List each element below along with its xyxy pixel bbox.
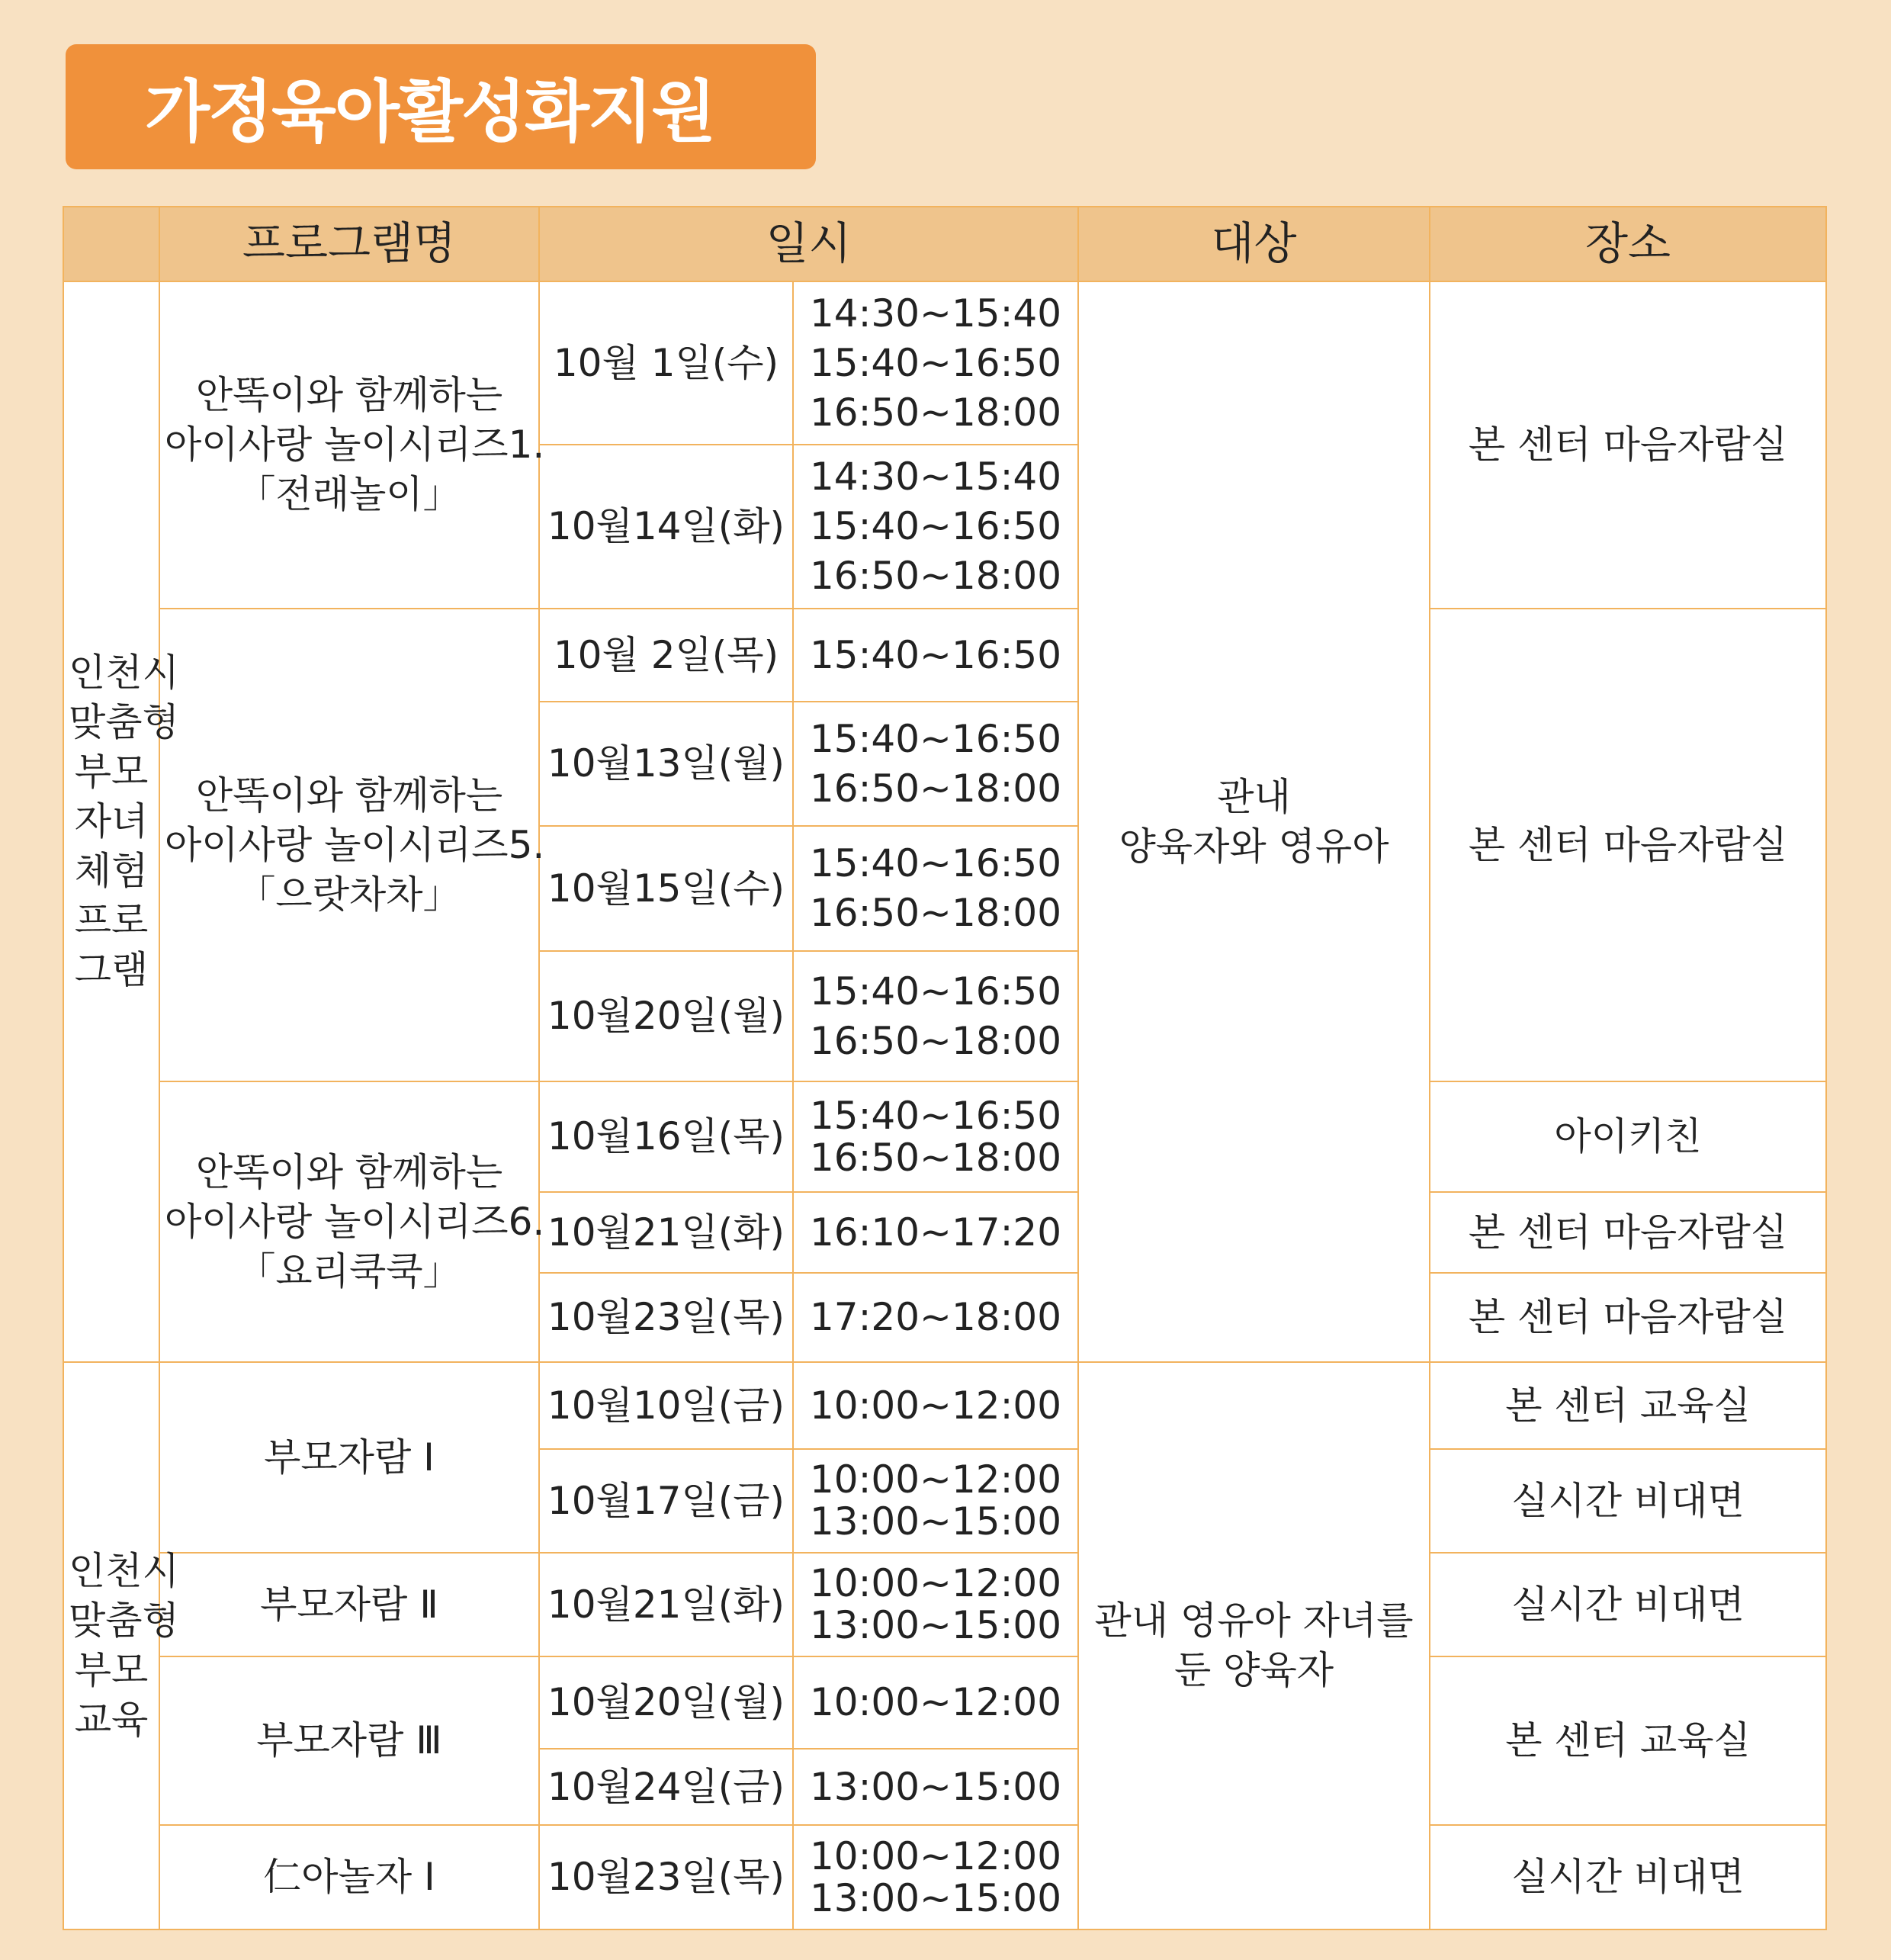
program-play-1: 仁아놀자 Ⅰ <box>159 1825 539 1929</box>
header-datetime: 일시 <box>539 207 1078 281</box>
date-cell: 10월15일(수) <box>539 826 793 951</box>
time-cell: 10:00~12:00 <box>793 1362 1078 1449</box>
place-cell: 실시간 비대면 <box>1430 1825 1826 1929</box>
category-education: 인천시 맞춤형 부모 교육 <box>63 1362 159 1929</box>
date-cell: 10월13일(월) <box>539 702 793 826</box>
date-cell: 10월 2일(목) <box>539 609 793 702</box>
program-parent-3: 부모자람 Ⅲ <box>159 1656 539 1825</box>
time-cell: 15:40~16:50 16:50~18:00 <box>793 826 1078 951</box>
target-cell-2: 관내 영유아 자녀를 둔 양육자 <box>1078 1362 1430 1929</box>
time-cell: 15:40~16:50 <box>793 609 1078 702</box>
place-cell: 실시간 비대면 <box>1430 1449 1826 1553</box>
table-header-row <box>63 207 1826 281</box>
table-row <box>63 1656 1826 1749</box>
date-cell: 10월23일(목) <box>539 1825 793 1929</box>
target-cell-1: 관내 양육자와 영유아 <box>1078 281 1430 1362</box>
date-cell: 10월23일(목) <box>539 1273 793 1362</box>
date-cell: 10월16일(목) <box>539 1081 793 1192</box>
time-cell: 17:20~18:00 <box>793 1273 1078 1362</box>
program-series-6: 안똑이와 함께하는 아이사랑 놀이시리즈6. 「요리쿡쿡」 <box>159 1081 539 1362</box>
header-place: 장소 <box>1430 207 1826 281</box>
time-cell: 16:10~17:20 <box>793 1192 1078 1273</box>
header-program: 프로그램명 <box>159 207 539 281</box>
table-row <box>63 609 1826 702</box>
time-cell: 15:40~16:50 16:50~18:00 <box>793 702 1078 826</box>
time-cell: 15:40~16:50 16:50~18:00 <box>793 1081 1078 1192</box>
time-cell: 14:30~15:40 15:40~16:50 16:50~18:00 <box>793 445 1078 609</box>
place-cell: 본 센터 마음자람실 <box>1430 1192 1826 1273</box>
time-cell: 13:00~15:00 <box>793 1749 1078 1825</box>
time-cell: 10:00~12:00 13:00~15:00 <box>793 1825 1078 1929</box>
date-cell: 10월17일(금) <box>539 1449 793 1553</box>
table-row <box>63 1081 1826 1192</box>
date-cell: 10월20일(월) <box>539 1656 793 1749</box>
date-cell: 10월14일(화) <box>539 445 793 609</box>
time-cell: 10:00~12:00 13:00~15:00 <box>793 1553 1078 1656</box>
schedule-table <box>63 206 1827 1930</box>
table-row <box>63 1553 1826 1656</box>
category-experience: 인천시 맞춤형 부모 자녀 체험 프로 그램 <box>63 281 159 1362</box>
date-cell: 10월 1일(수) <box>539 281 793 445</box>
program-series-1: 안똑이와 함께하는 아이사랑 놀이시리즈1. 「전래놀이」 <box>159 281 539 609</box>
place-cell: 본 센터 마음자람실 <box>1430 281 1826 609</box>
program-parent-2: 부모자람 Ⅱ <box>159 1553 539 1656</box>
page-title: 가정육아활성화지원 <box>145 72 715 151</box>
place-cell: 아이키친 <box>1430 1081 1826 1192</box>
date-cell: 10월21일(화) <box>539 1192 793 1273</box>
place-cell: 본 센터 교육실 <box>1430 1362 1826 1449</box>
header-target: 대상 <box>1078 207 1430 281</box>
date-cell: 10월20일(월) <box>539 951 793 1081</box>
place-cell: 본 센터 마음자람실 <box>1430 1273 1826 1362</box>
table-row <box>63 281 1826 445</box>
time-cell: 10:00~12:00 13:00~15:00 <box>793 1449 1078 1553</box>
title-badge <box>66 44 816 169</box>
time-cell: 15:40~16:50 16:50~18:00 <box>793 951 1078 1081</box>
time-cell: 14:30~15:40 15:40~16:50 16:50~18:00 <box>793 281 1078 445</box>
header-category <box>63 207 159 281</box>
time-cell: 10:00~12:00 <box>793 1656 1078 1749</box>
place-cell: 본 센터 교육실 <box>1430 1656 1826 1825</box>
date-cell: 10월10일(금) <box>539 1362 793 1449</box>
table-row <box>63 1825 1826 1929</box>
date-cell: 10월24일(금) <box>539 1749 793 1825</box>
table-row <box>63 1362 1826 1449</box>
program-series-5: 안똑이와 함께하는 아이사랑 놀이시리즈5. 「으랏차차」 <box>159 609 539 1081</box>
place-cell: 실시간 비대면 <box>1430 1553 1826 1656</box>
place-cell: 본 센터 마음자람실 <box>1430 609 1826 1081</box>
date-cell: 10월21일(화) <box>539 1553 793 1656</box>
program-parent-1: 부모자람 Ⅰ <box>159 1362 539 1553</box>
